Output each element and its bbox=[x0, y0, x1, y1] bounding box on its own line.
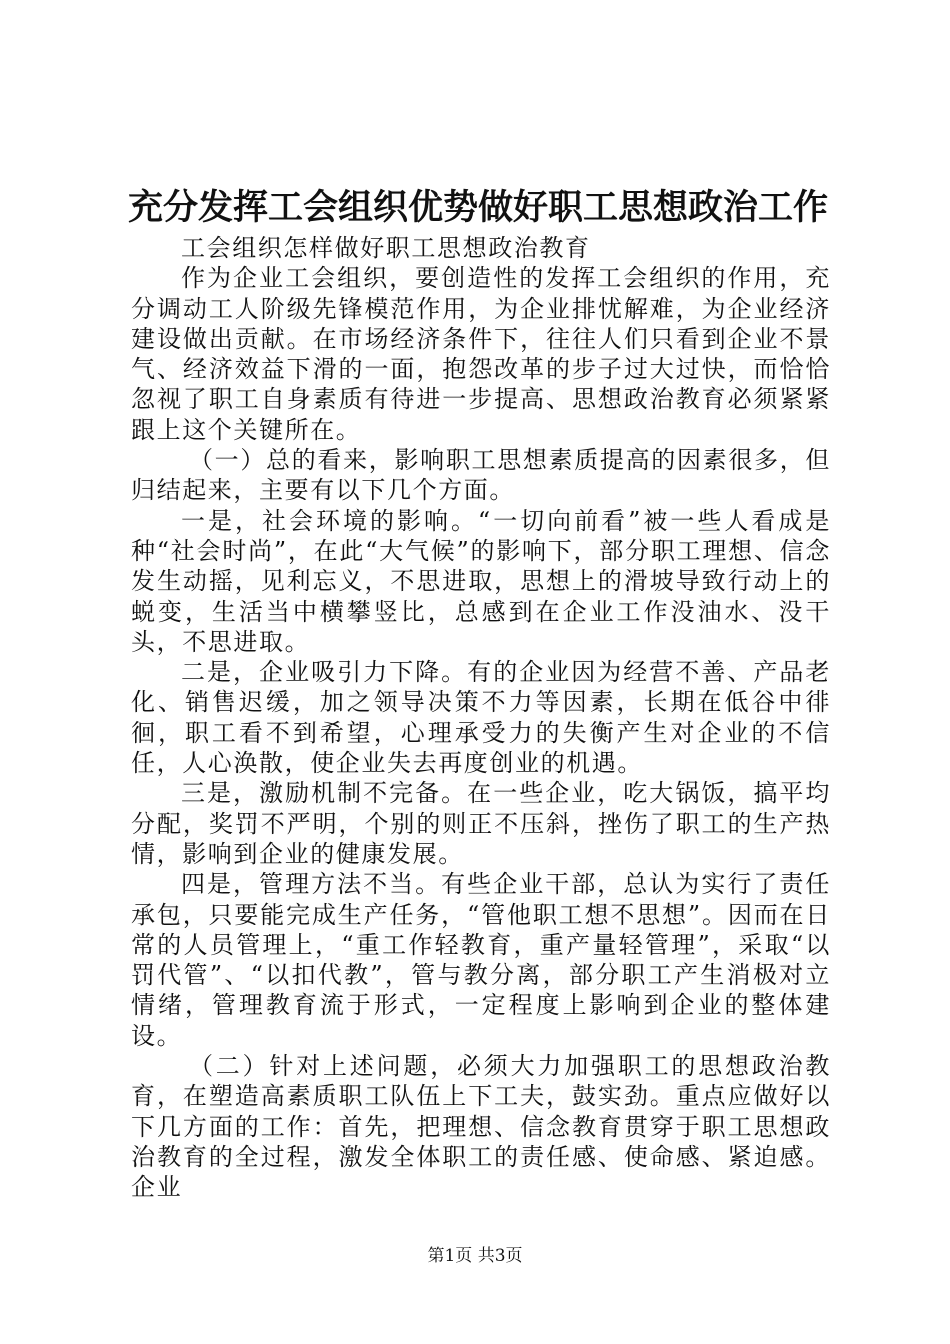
section-one-paragraph: （一）总的看来，影响职工思想素质提高的因素很多，但归结起来，主要有以下几个方面。 bbox=[131, 446, 831, 505]
document-body bbox=[131, 233, 831, 1203]
point-one-paragraph: 一是，社会环境的影响。“一切向前看”被一些人看成是种“社会时尚”，在此“大气候”的影响下，部分职工理想、信念发生动摇，见利忘义，不思进取，思想上的滑坡导致行动上的蜕变，生活当中横攀竖比，总感到在企业工作没油水、没干头，不思进取。 bbox=[131, 506, 831, 656]
subtitle-paragraph: 工会组织怎样做好职工思想政治教育 bbox=[181, 234, 591, 262]
point-three-paragraph: 三是，激励机制不完备。在一些企业，吃大锅饭，搞平均分配，奖罚不严明，个别的则正不压斜，挫伤了职工的生产热情，影响到企业的健康发展。 bbox=[131, 779, 831, 868]
page-footer: 第1页 共3页 bbox=[427, 1246, 523, 1266]
point-four-paragraph: 四是，管理方法不当。有些企业干部，总认为实行了责任承包，只要能完成生产任务，“管他职工想不思想”。因而在日常的人员管理上，“重工作轻教育，重产量轻管理”，采取“以罚代管”、“以扣代教”，管与教分离，部分职工产生消极对立情绪，管理教育流于形式，一定程度上影响到企业的整体建设。 bbox=[131, 870, 831, 1050]
document-title: 充分发挥工会组织优势做好职工思想政治工作 bbox=[128, 188, 829, 228]
intro-paragraph: 作为企业工会组织，要创造性的发挥工会组织的作用，充分调动工人阶级先锋模范作用，为企业排忧解难，为企业经济建设做出贡献。在市场经济条件下，往往人们只看到企业不景气、经济效益下滑的一面，抱怨改革的步子过大过快，而恰恰忽视了职工自身素质有待进一步提高、思想政治教育必须紧紧跟上这个关键所在。 bbox=[131, 264, 831, 444]
section-two-paragraph: （二）针对上述问题，必须大力加强职工的思想政治教育，在塑造高素质职工队伍上下工夫，鼓实劲。重点应做好以下几方面的工作：首先，把理想、信念教育贯穿于职工思想政治教育的全过程，激发全体职工的责任感、使命感、紧迫感。企业 bbox=[131, 1052, 831, 1202]
point-two-paragraph: 二是，企业吸引力下降。有的企业因为经营不善、产品老化、销售迟缓，加之领导决策不力等因素，长期在低谷中徘徊，职工看不到希望，心理承受力的失衡产生对企业的不信任，人心涣散，使企业失去再度创业的机遇。 bbox=[131, 658, 831, 778]
